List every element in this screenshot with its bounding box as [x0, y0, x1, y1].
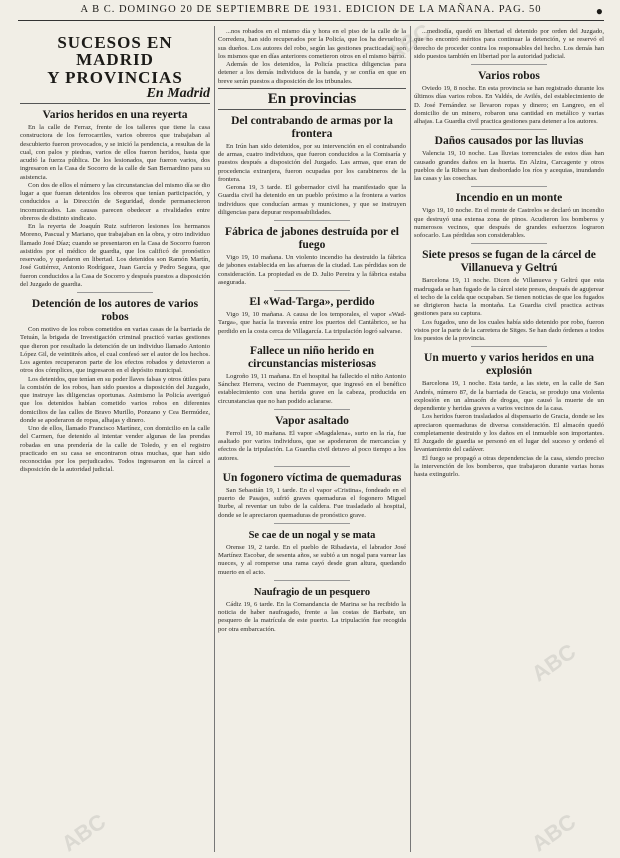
masthead: [18, 4, 604, 26]
article-paragraph: Con dos de ellos el número y las circunstancias del mismo día se dio lugar a que fueran detenidos los obreros que tenían participación, y conducidos a la Dirección de Seguridad, donde permanecieron incomunicados. Las causas parecen obedecer a rivalidades entre obreros de distinto sindicato.: [20, 181, 210, 222]
article-paragraph: Barcelona 19, 11 noche. Dicen de Villanueva y Geltrú que esta madrugada se han fugado de la cárcel siete presos, después de agujerear el techo de la celda que ocupaban. Se tienen noticias de que los fugados se dirigieron hacia la montaña. La Guardia civil practica activas gestiones para su captura.: [414, 277, 604, 318]
article-paragraph: Vigo 19, 10 mañana. A causa de los temporales, el vapor «Wad-Targa», que hacía la travesía entre los puertos del Cantábrico, se ha perdido en la costa cerca de Villagarcía. La tripulación logró salvarse.: [218, 311, 406, 335]
column-2: [218, 26, 406, 852]
article-paragraph: Valencia 19, 10 noche. Las lluvias torrenciales de estos días han causado grandes daños en la huerta. En Alzira, Carcagente y otros pueblos de la Ribera se han desbordado los ríos y acequias, inundando las casas y las cosechas.: [414, 150, 604, 182]
section-subtitle: En Madrid: [146, 86, 210, 101]
article-headline: Fábrica de jabones destruída por el fuego: [225, 226, 399, 251]
article-paragraph: Ferrol 19, 10 mañana. El vapor «Magdalena», surto en la ría, fue asaltado por varios individuos, que se apoderaron de mercancías y efectos de la tripulación. La Guardia civil detuvo al poco tiempo a los autores.: [218, 429, 406, 462]
article-separator: [274, 466, 349, 467]
article-headline: Se cae de un nogal y se mata: [248, 529, 376, 541]
column-divider: [410, 26, 411, 852]
article-separator: [274, 409, 349, 410]
masthead-text: A B C. DOMINGO 20 DE SEPTIEMBRE DE 1931. EDICION DE LA MAÑANA. PAG. 50: [80, 4, 542, 15]
article-headline: Del contrabando de armas por la frontera: [231, 114, 393, 140]
article-separator: [274, 523, 349, 524]
article-paragraph: Oviedo 19, 8 noche. En esta provincia se han registrado durante los últimos días varios robos. En Valdés, de Avilés, del establecimiento de D. José Fernández se llevaron ropas y dinero; en Langreo, en el domicilio de un minero, robaron una cantidad en metálico y varias alhajas. La Guardia civil practica gestiones para detener a los autores.: [414, 85, 604, 125]
article-separator: [471, 243, 547, 244]
article-paragraph: Orense 19, 2 tarde. En el pueblo de Ribadavia, el labrador José Martínez Escobar, de sesenta años, se subió a un nogal para varear las nueces, y al romperse una rama cayó desde gran altura, quedando muerto en el acto.: [218, 543, 406, 576]
article-separator: [274, 339, 349, 340]
masthead-mark: ●: [595, 4, 604, 18]
article-paragraph: Además de los detenidos, la Policía practica diligencias para detener a los demás individuos de la banda, y se confía en que en breve serán puestos a disposición de los tribunales.: [218, 61, 406, 85]
section-title: SUCESOS EN MADRID: [57, 33, 173, 69]
article-paragraph: Vigo 19, 10 mañana. Un violento incendio ha destruido la fábrica de jabones establecida en las afueras de la ciudad. Las pérdidas son de consideración. La propiedad es de D. Julio Pereira y la fábrica estaba asegurada.: [218, 254, 406, 286]
watermark: ABC: [381, 18, 436, 67]
article-paragraph: El fuego se propagó a otras dependencias de la casa, siendo preciso la intervención de los bomberos, que trabajaron durante varias horas hasta extinguirlo.: [414, 454, 604, 478]
article-paragraph: En la reyerta de Joaquín Ruiz sufrieron lesiones los hermanos Moreno, Pascual y Mariano, que trabajaban en la obra, y otro individuo llamado José Díaz; cuando se presentaron en la Casa de Socorro fueron asistidos por el médico de guardia, que los calificó de pronóstico reservado, y quedaron en libertad. Los detenidos son Ramón Martín, José Gutiérrez, Antonio Rodríguez, Juan García y Pedro Segura, que fueron conducidos a la Casa de Socorro y después puestos a disposición del Juzgado de guardia.: [20, 223, 210, 288]
article-paragraph: Vigo 19, 10 noche. En el monte de Castrelos se declaró un incendio que destruyó una extensa zona de pinos. Acudieron los bomberos y numerosos vecinos, que después de grandes esfuerzos lograron sofocarlo. Las pérdidas son considerables.: [414, 207, 604, 239]
article-paragraph: Los detenidos, que tenían en su poder llaves falsas y otros útiles para la comisión de los robos, han sido puestos a disposición del Juzgado, que instruye las diligencias oportunas. Asimismo la Policía averiguó que los detenidos habían cometido varios robos en diferentes domicilios de las calles de Bravo Murillo, Ponzano y Cea Bermúdez, donde se apoderaron de ropas, alhajas y dinero.: [20, 375, 210, 424]
masthead-rule: [18, 20, 604, 21]
article-headline: Incendio en un monte: [455, 192, 563, 205]
article-headline: Daños causados por las lluvias: [434, 135, 584, 148]
article-paragraph: Logroño 19, 11 mañana. En el hospital ha fallecido el niño Antonio Sánchez Herrera, vecino de Fuenmayor, que ingresó en el benéfico establecimiento con una herida grave en la cabeza, producida en circunstancias que no han podido aclararse.: [218, 372, 406, 405]
article-separator: [471, 346, 547, 347]
article-separator: [274, 290, 349, 291]
article-separator: [471, 186, 547, 187]
section-title: Y PROVINCIAS: [47, 68, 183, 87]
article-paragraph: Barcelona 19, 1 noche. Esta tarde, a las siete, en la calle de San Andrés, número 87, de la barriada de Gracia, se produjo una violenta explosión en un almacén de drogas, que causó la muerte de un dependiente y heridas graves a varios vecinos de la casa.: [414, 380, 604, 412]
article-headline: Un muerto y varios heridos en una explosión: [424, 352, 594, 378]
article-paragraph: En la calle de Ferraz, frente de los talleres que tiene la casa constructora de los ferrocarriles, varios obreros que trabajaban al descubierto fueron provocados, y se inició la pendencia, a resultas de la cual, con palos y piedras, varios de ellos fueron heridos, hasta que acudió la fuerza pública. De los lesionados, que fueron varios, dos ingresaron en la Casa de Socorro de la calle de San Bernardino para su asistencia.: [20, 124, 210, 181]
article-separator: [77, 292, 153, 293]
article-paragraph: Los fugados, uno de los cuales había sido detenido por robo, fueron vistos por la parte de la carretera de Sitges. Se han dado órdenes a todos los puestos de la provincia.: [414, 318, 604, 342]
article-headline: El «Wad-Targa», perdido: [249, 296, 375, 308]
page-columns: [20, 26, 604, 852]
article-paragraph: ...nos robados en el mismo día y hora en el piso de la calle de la Corredera, han sido recuperados por la Policía, que los ha devuelto a sus dueños. Los autores del robo, según las gestiones practicadas, son los mismos que en días anteriores cometieron otros en el mismo barrio.: [218, 28, 406, 60]
article-headline: Vapor asaltado: [275, 414, 349, 427]
section-heading: En provincias: [218, 88, 406, 110]
article-headline: Varios heridos en una reyerta: [42, 109, 188, 121]
watermark: ABC: [526, 638, 581, 687]
article-paragraph: Con motivo de los robos cometidos en varias casas de la barriada de Tetuán, la brigada de Investigación criminal practicó varias gestiones que dieron por resultado la detención de un individuo llamado Antonio López Gil, de veintitrés años, el cual confesó ser el autor de los hechos. Los agentes recuperaron parte de los efectos robados y detuvieron a otros dos cómplices, que ingresaron en el depósito municipal.: [20, 326, 210, 375]
article-paragraph: En Irún han sido detenidos, por su intervención en el contrabando de armas, cuatro individuos, que fueron conducidos a la Comisaría y puestos después a disposición del Juzgado. Las armas, que eran de procedencia extranjera, fueron ocupadas por los carabineros de la frontera.: [218, 142, 406, 183]
article-headline: Naufragio de un pesquero: [253, 586, 371, 598]
column-1: [20, 26, 210, 852]
article-separator: [274, 580, 349, 581]
column-divider: [214, 26, 215, 852]
article-separator: [471, 64, 547, 65]
article-paragraph: Gerona 19, 3 tarde. El gobernador civil ha manifestado que la Guardia civil ha detenido en un pueblo próximo a la frontera a varios individuos que conducían armas y municiones, y que se instruyen diligencias para depurar responsabilidades.: [218, 184, 406, 216]
article-paragraph: Uno de ellos, llamado Francisco Martínez, con domicilio en la calle del Carmen, fue detenido al intentar vender algunas de las prendas robadas en una prendería de la calle de Toledo, y en el registro practicado en su casa se encontraron otras muchas, que han sido reconocidas por los perjudicados. Todos ingresaron en la cárcel a disposición de la autoridad judicial.: [20, 425, 210, 474]
article-separator: [274, 220, 349, 221]
article-paragraph: ...mediodía, quedó en libertad el detenido por orden del Juzgado, que no encontró méritos para continuar la detención, y se reservó el derecho de proceder contra los responsables del hecho. Los demás han sido puestos también en libertad por la autoridad judicial.: [414, 28, 604, 60]
article-headline: Un fogonero víctima de quemaduras: [222, 471, 402, 484]
watermark: ABC: [526, 808, 581, 857]
column-3: [414, 26, 604, 852]
article-headline: Detención de los autores de varios robos: [31, 298, 199, 323]
article-paragraph: Cádiz 19, 6 tarde. En la Comandancia de Marina se ha recibido la noticia de haber naufragado, frente a las costas de Barbate, un pesquero de la matrícula de este puerto. La tripulación fue recogida por otra embarcación.: [218, 600, 406, 633]
article-separator: [471, 129, 547, 130]
watermark: ABC: [56, 808, 111, 857]
article-paragraph: San Sebastián 19, 1 tarde. En el vapor «Cristina», fondeado en el puerto de Pasajes, sufrió graves quemaduras el fogonero Miguel Iturbe, al reventar un tubo de la caldera. Fue trasladado al hospital, donde se le apreciaron quemaduras de pronóstico grave.: [218, 486, 406, 519]
section-rule: [20, 103, 210, 104]
article-paragraph: Los heridos fueron trasladados al dispensario de Gracia, donde se les apreciaron quemaduras de diversa consideración. El almacén quedó completamente destruido y los daños en el inmueble son importantes. El Juzgado de guardia se personó en el lugar del suceso y ordenó el levantamiento del cadáver.: [414, 413, 604, 454]
article-headline: Fallece un niño herido en circunstancias misteriosas: [248, 344, 376, 370]
article-headline: Siete presos se fugan de la cárcel de Villanueva y Geltrú: [422, 249, 596, 275]
article-headline: Varios robos: [478, 70, 540, 82]
